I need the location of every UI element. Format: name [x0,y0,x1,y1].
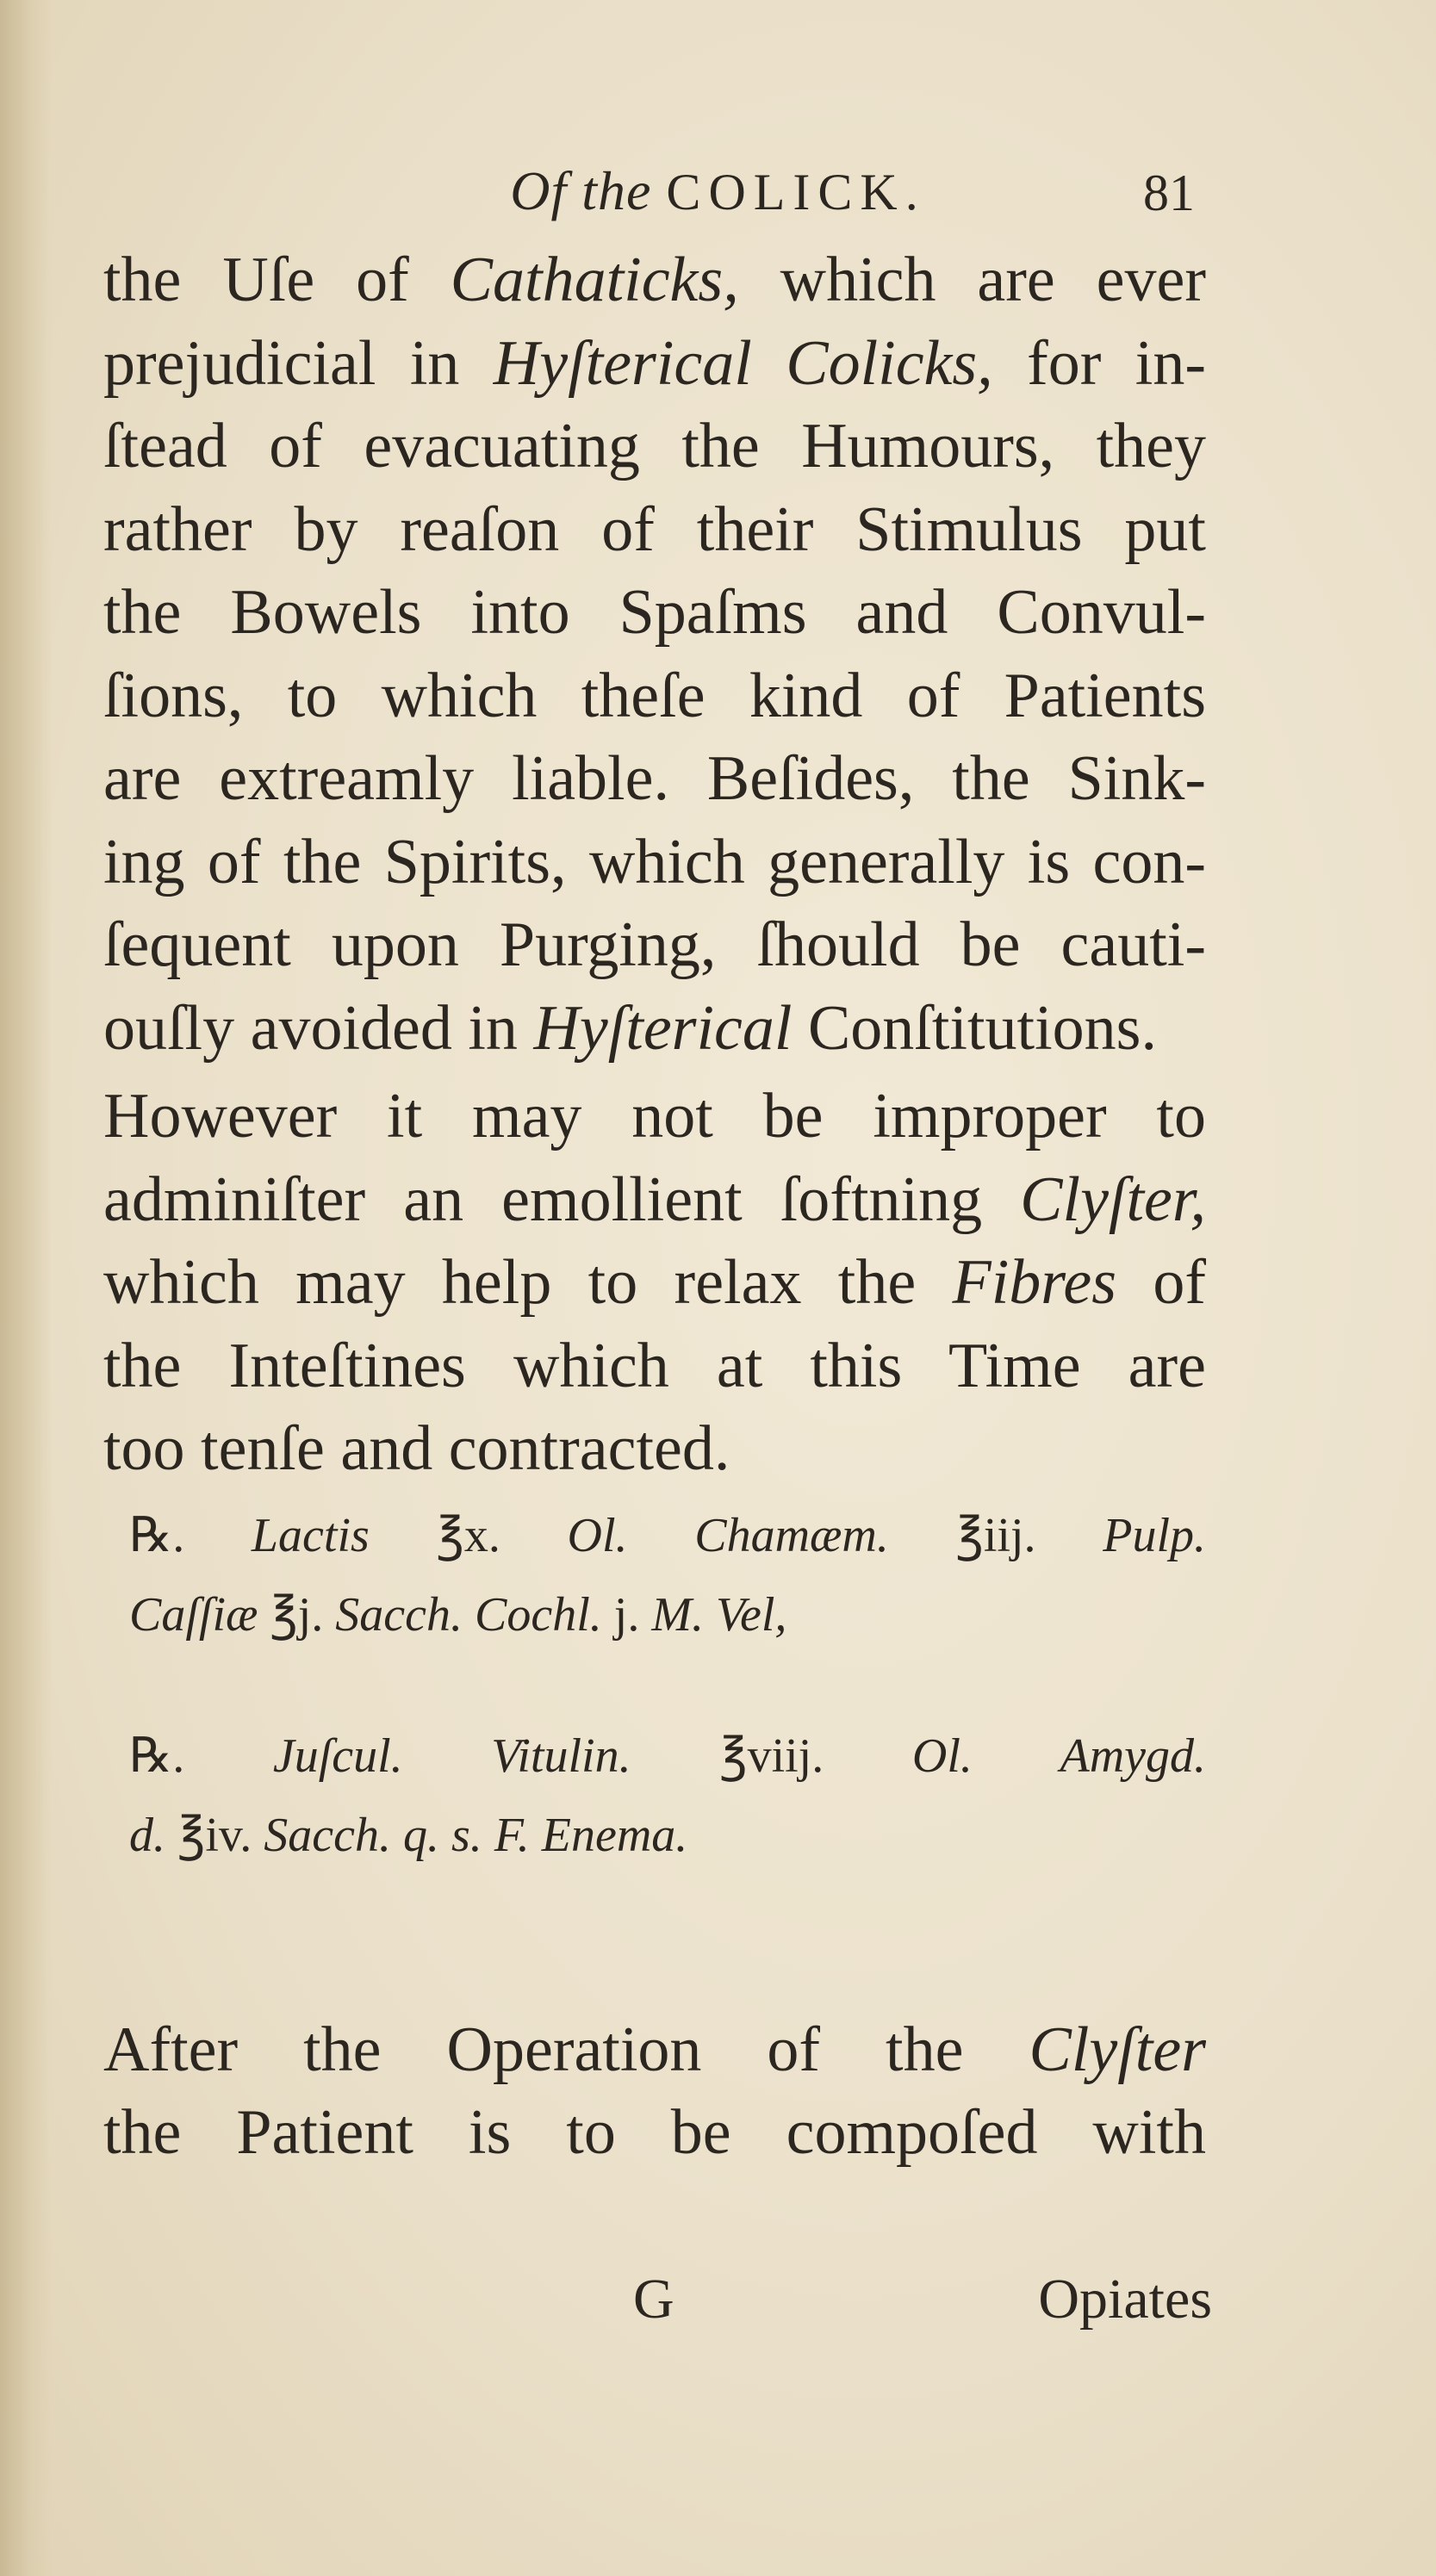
text-span: prejudicial in [103,328,494,398]
text-span: the Bowels into Spaſms and Convul- [103,578,1206,647]
text-span: ℥iv. [165,1809,264,1862]
text-line [103,578,1206,647]
text-line [103,2098,1206,2167]
italic-text: Sacch. q. s. F. Enema. [264,1809,688,1862]
text-line [103,828,1206,897]
signature-mark: G [633,2268,674,2331]
italic-text: Cathaticks, [450,245,739,314]
italic-text: Ol. Amygd. [911,1729,1206,1783]
text-line [103,1248,1206,1317]
text-span: ℞. [129,1509,252,1562]
text-span: are extreamly liable. Beſides, the Sink- [103,744,1206,813]
italic-text: Hyſterical Colicks, [493,328,993,398]
italic-text: Caſſiæ [129,1588,258,1642]
italic-text: Hyſterical [533,993,793,1063]
running-title-main: COLICK. [666,164,926,220]
italic-text: Lactis [251,1509,370,1562]
text-span: j. [601,1588,652,1642]
text-span: the Uſe of [103,245,451,314]
text-span: ℥viij. [631,1729,912,1783]
text-line [103,1082,1206,1151]
italic-text: Juſcul. Vitulin. [272,1729,631,1783]
text-span: ſions, to which theſe kind of Patients [103,661,1206,730]
text-span: rather by reaſon of their Stimulus put [103,494,1206,564]
text-line [103,329,1206,398]
text-span: the Inteſtines which at this Time are [103,1331,1206,1400]
text-line [103,1414,1206,1483]
text-span: Conſtitutions. [792,993,1157,1063]
text-line [103,661,1206,730]
italic-text: Pulp. [1103,1509,1206,1562]
running-title-of: Of [510,160,568,221]
text-line [129,1728,1206,1785]
text-line [129,1807,1206,1864]
text-span: adminiſter an emollient ſoftning [103,1164,1021,1234]
text-line [103,1331,1206,1400]
italic-text: d. [129,1809,165,1862]
text-line [103,910,1206,979]
text-span: ℥j. [258,1588,336,1642]
running-title-the: the [581,160,652,221]
text-span: ſtead of evacuating the Humours, they [103,412,1206,481]
italic-text: Clyſter, [1020,1164,1206,1234]
text-span: the Patient is to be compoſed with [103,2098,1206,2167]
text-span: ℥iij. [888,1509,1103,1562]
italic-text: Fibres [952,1248,1116,1317]
text-span: After the Operation of the [103,2015,1029,2084]
italic-text: Ol. Chamæm. [567,1509,889,1562]
page-number: 81 [1143,164,1195,221]
running-title [0,159,1436,223]
text-line [129,1507,1206,1564]
text-span: too tenſe and contracted. [103,1414,730,1483]
page-gutter-shadow [0,0,52,2576]
catchword: Opiates [1038,2268,1212,2331]
text-line [103,245,1206,314]
text-line [103,495,1206,564]
text-span: ℞. [129,1729,273,1783]
text-line [103,744,1206,813]
text-line [103,1165,1206,1234]
italic-text: Sacch. Cochl. [335,1588,602,1642]
text-span: ing of the Spirits, which generally is con- [103,827,1206,897]
italic-text: M. Vel, [651,1588,787,1642]
text-span: ouſly avoided in [103,993,534,1063]
text-line [103,994,1206,1063]
text-span: However it may not be improper to [103,1082,1206,1151]
text-span: which may help to relax the [103,1248,953,1317]
italic-text: Clyſter [1029,2015,1206,2084]
text-span: for in- [992,328,1206,398]
text-span: ℥x. [369,1509,568,1562]
text-line [103,2015,1206,2084]
text-span: which are ever [738,245,1206,314]
text-line [129,1586,1206,1643]
text-line [103,412,1206,481]
text-span: ſequent upon Purging, ſhould be cauti- [103,910,1206,979]
text-span: of [1116,1248,1206,1317]
